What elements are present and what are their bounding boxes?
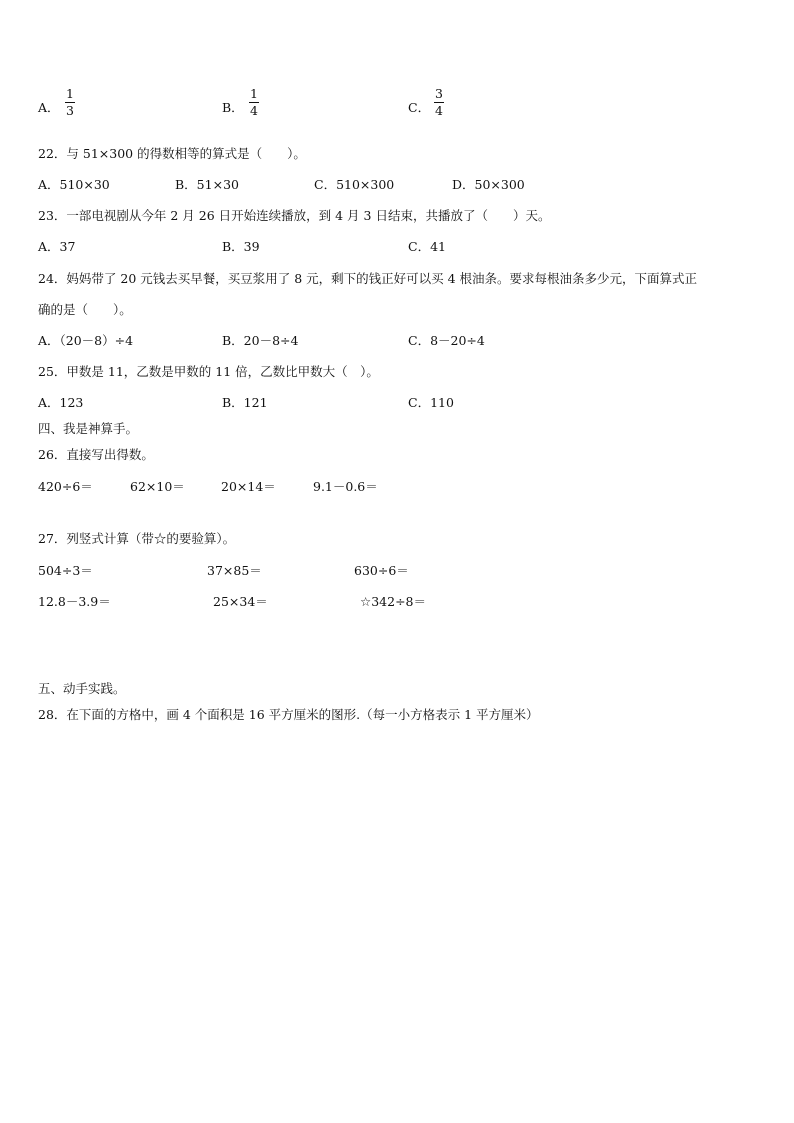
fraction-numerator: 3 [435,86,443,101]
q24-option-c: C．8－20÷4 [408,333,485,348]
q21-option-a-letter: A． [38,100,60,115]
q26-stem: 26．直接写出得数。 [38,447,154,462]
q22-option-b: B．51×30 [175,177,239,192]
q23-option-b: B．39 [222,239,260,254]
q27-stem: 27．列竖式计算（带☆的要验算）。 [38,531,236,546]
q21-option-b-letter: B． [222,100,244,115]
q23-stem: 23．一部电视剧从今年 2 月 26 日开始连续播放，到 4 月 3 日结束，共播放了（ ）天。 [38,208,551,223]
q24-stem-line1: 24．妈妈带了 20 元钱去买早餐，买豆浆用了 8 元，剩下的钱正好可以买 4 根油条。要求每根油条多少元，下面算式正 [38,271,698,286]
q27-row1-item-2: 37×85＝ [207,563,262,578]
q25-option-c: C．110 [408,395,454,410]
q24-stem-line2: 确的是（ ）。 [38,302,132,317]
q27-row2-item-2: 25×34＝ [213,594,268,609]
q21-option-c-letter: C． [408,100,431,115]
q24-option-b: B．20－8÷4 [222,333,299,348]
q24-option-a: A．（20－8）÷4 [38,333,134,348]
q21-option-a-fraction [63,87,77,118]
q27-row2-item-1: 12.8－3.9＝ [38,594,111,609]
q25-stem: 25．甲数是 11，乙数是甲数的 11 倍，乙数比甲数大（ ）。 [38,364,379,379]
q23-option-c: C．41 [408,239,446,254]
fraction-denominator: 3 [66,103,74,118]
q25-option-b: B．121 [222,395,268,410]
q22-stem: 22．与 51×300 的得数相等的算式是（ ）。 [38,146,306,161]
fraction-numerator: 1 [66,86,74,101]
q26-item-2: 62×10＝ [130,479,185,494]
q25-option-a: A．123 [38,395,84,410]
q28-stem: 28．在下面的方格中，画 4 个面积是 16 平方厘米的图形.（每一小方格表示 1 平方厘米） [38,707,539,722]
section-5-heading: 五、动手实践。 [38,681,126,696]
q26-item-4: 9.1－0.6＝ [313,479,378,494]
q27-row1-item-3: 630÷6＝ [354,563,409,578]
section-4-heading: 四、我是神算手。 [38,421,139,436]
fraction-numerator: 1 [250,86,258,101]
q22-option-d: D．50×300 [452,177,525,192]
q23-option-a: A．37 [38,239,76,254]
q26-item-1: 420÷6＝ [38,479,93,494]
q21-option-c-fraction [432,87,446,118]
fraction-denominator: 4 [435,103,443,118]
fraction-denominator: 4 [250,103,258,118]
q22-option-c: C．510×300 [314,177,395,192]
q22-option-a: A．510×30 [38,177,110,192]
q26-item-3: 20×14＝ [221,479,276,494]
q21-option-b-fraction [247,87,261,118]
q27-row2-item-3: ☆342÷8＝ [360,594,426,609]
q27-row1-item-1: 504÷3＝ [38,563,93,578]
